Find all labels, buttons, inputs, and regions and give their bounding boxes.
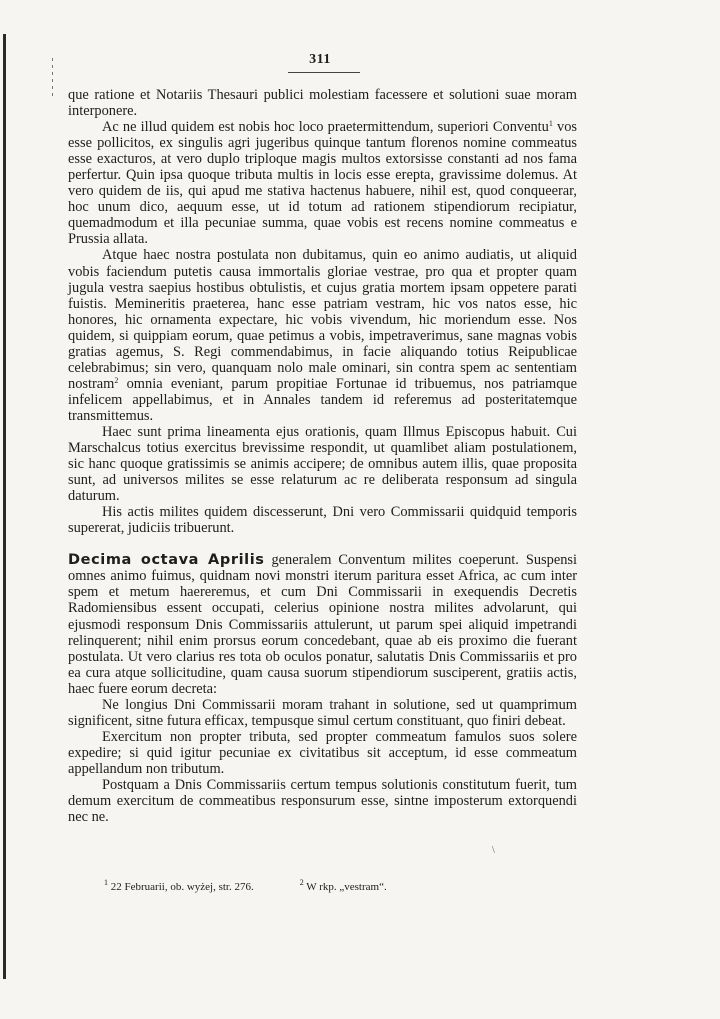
footnote-ref-1: 1 (548, 119, 553, 129)
footnote-number: 1 (104, 878, 108, 887)
paragraph-text: generalem Conventum milites coeperunt. Suspensi omnes animo fuimus, quidnam novi monstri iterum paritura esset Africa, ac cum inter spem et metum haereremus, et cum Dni Commissarii in exequendis Decretis Radomiensibus essent occupati, celerius opinione nostra milites advolarunt, qui ejusmodi responsum Dnis Commissariis attulerunt, ut parum spei aliquid impetrandi relinquerent; nihil enim prorsus eorum concedebant, quae ab eis proximo die fuerant postulata. Ut vero clarius res tota ob oculos ponatur, salutatis Dnis Commissariis et pro ea cura atque sollicitudine, quam causa suorum stipendiorum susciperent, gratiis actis, haec fuere eorum decreta: (68, 552, 577, 697)
paragraph-decima-octava (68, 552, 577, 696)
decree-1 (68, 697, 577, 729)
paragraph-text: Postquam a Dnis Commissariis certum tempus solutionis constitutum fuerit, tum demum exercitum de commeatibus responsurum esse, sintne imposterum extorquendi nec ne. (68, 776, 577, 826)
footnote-text: 22 Februarii, ob. wyżej, str. 276. (108, 881, 254, 893)
page-number: 311 (309, 52, 331, 67)
paragraph-text: Atque haec nostra postulata non dubitamus, quin eo animo audiatis, ut aliquid vobis faciendum putetis causa immortalis gloriae vestrae, pro qua et propter quam jugula vestra saepius hostibus obtulistis, et cujus gratia mortem ipsam oppetere parati fuistis. Memineritis praeterea, hanc esse patriam vestram, hic vos natos esse, hic honores, hic ornamenta expectare, hic vobis vivendum, hic moriendum esse. Nos quidem, si quippiam eorum, quae petimus a vobis, impetraverimus, sane magnas vobis gratias agemus, S. Regi commendabimus, in facie aliquando totius Reipublicae celebrabimus; sin vero, quanquam nolo male ominari, sin contra spem ac sententiam nostram (68, 247, 577, 392)
footnotes (104, 880, 544, 894)
paragraph-text: omnia eveniant, parum propitiae Fortunae id tribuemus, nos patriamque infelicem appellabimus, et in Annales tandem id referemus ad posteritatemque transmittemus. (68, 375, 577, 424)
paragraph-text: Haec sunt prima lineamenta ejus orationis, quam Illmus Episcopus habuit. Cui Marschalcus totius exercitus brevissime respondit, ut quamlibet aliam postulationem, sic hanc quoque gratissimis se animis accipere; de omnibus autem illis, quae proposita sunt, ad universos milites se esse relaturum ac re deliberata responsum ad singula daturum. (68, 423, 577, 505)
page-number-rule (288, 72, 360, 73)
footnote-2 (300, 880, 387, 894)
paragraph-his-actis (68, 504, 577, 536)
footnote-number: 2 (299, 878, 304, 887)
decree-2 (68, 729, 577, 777)
decree-3 (68, 777, 577, 825)
footnote-1 (104, 880, 254, 894)
paragraph-text: Exercitum non propter tributa, sed propter commeatum famulos suos solere expedire; si quid igitur pecuniae ex civitatibus sit acceptum, id esse commeatum appellandum non tributum. (68, 728, 577, 777)
paragraph-continuation (68, 87, 577, 119)
paragraph-postulata (68, 247, 577, 424)
stray-scan-mark: \ (492, 845, 495, 856)
paragraph-text: vos esse pollicitos, ex singulis agri jugeribus quinque tantum florenos nomine commeatus esse exacturos, at vero duplo triploque magis multos extorsisse constanti ad nos fama perfertur. Quin ipsa quoque tributa multis in locis esse erepta, gravissime dolemus. At vero quidem de iis, qui apud me stativa hactenus habuere, nihil est, quod conqueerar, hoc unum dico, aequum esse, ut id totum ad rationem stipendiorum recipiatur, quemadmodum et illa pecuniae summa, quae vobis est recens nomine commeatus e Prussia allata. (68, 119, 578, 248)
scan-binding-edge (3, 34, 6, 979)
paragraph-lineamenta (68, 424, 577, 504)
paragraph-text: Ne longius Dni Commissarii moram trahant in solutione, sed ut quamprimum significent, sitne futura efficax, tempusque simul certum constituant, quo finiri debeat. (68, 696, 577, 729)
paragraph-text: que ratione et Notariis Thesauri publici molestiam facessere et solutioni suae moram interponere. (68, 87, 577, 120)
footnote-text: W rkp. „vestram“. (303, 881, 387, 893)
date-heading: Decima octava Aprilis (68, 552, 265, 569)
paragraph-text: Ac ne illud quidem est nobis hoc loco praetermittendum, superiori Conventu (102, 119, 549, 136)
paragraph-conventu (68, 119, 577, 247)
paragraph-text: His actis milites quidem discesserunt, Dni vero Commissarii quidquid temporis supererat, judiciis tribuerunt. (68, 504, 577, 537)
footnote-ref-2: 2 (114, 375, 119, 385)
main-text (68, 87, 577, 825)
